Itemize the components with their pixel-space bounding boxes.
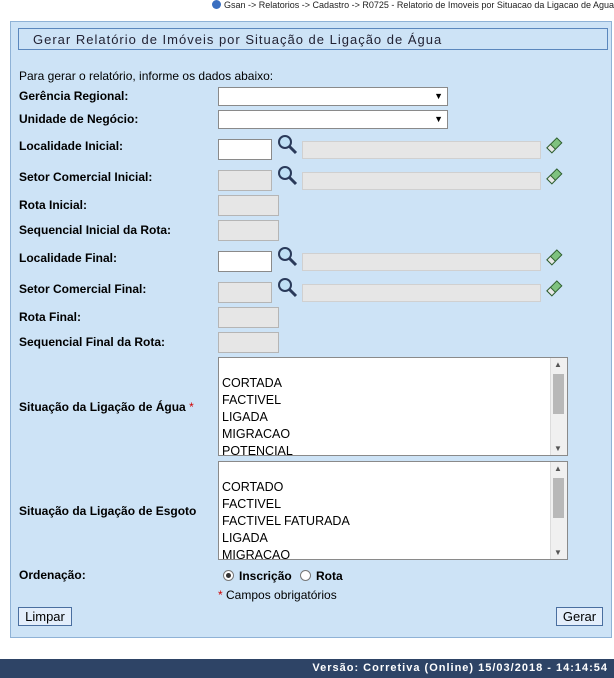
eraser-icon[interactable] (545, 167, 563, 185)
list-item[interactable]: LIGADA (222, 531, 268, 545)
page-title: Gerar Relatório de Imóveis por Situação de Ligação de Água (33, 32, 443, 47)
setor-comercial-final-label: Setor Comercial Final: (19, 282, 147, 296)
scroll-thumb[interactable] (553, 374, 564, 414)
scroll-down-icon[interactable]: ▼ (554, 548, 562, 557)
situacao-esgoto-label: Situação da Ligação de Esgoto (19, 504, 197, 518)
breadcrumb-text: Gsan -> Relatorios -> Cadastro -> R0725 - Relatorio de Imoveis por Situacao da Ligacao de Agua (224, 0, 614, 10)
eraser-icon[interactable] (545, 248, 563, 266)
list-item[interactable]: POTENCIAL (222, 444, 293, 456)
help-icon[interactable] (212, 0, 221, 9)
list-item[interactable]: FACTIVEL FATURADA (222, 514, 350, 528)
radio-inscricao[interactable] (223, 570, 234, 581)
setor-comercial-final-input[interactable] (218, 282, 272, 303)
setor-comercial-inicial-description (302, 172, 541, 190)
localidade-final-label: Localidade Final: (19, 251, 118, 265)
gerencia-regional-select[interactable] (218, 87, 448, 106)
version-text: Versão: Corretiva (Online) 15/03/2018 - 14:14:54 (312, 662, 608, 674)
rota-final-input[interactable] (218, 307, 279, 328)
sequencial-final-input[interactable] (218, 332, 279, 353)
list-item[interactable]: CORTADA (222, 376, 282, 390)
list-item[interactable]: FACTIVEL (222, 497, 282, 511)
chevron-down-icon: ▼ (434, 114, 443, 124)
list-item[interactable]: MIGRACAO (222, 427, 291, 441)
scrollbar[interactable] (550, 462, 567, 559)
situacao-esgoto-listbox[interactable] (218, 461, 568, 560)
list-item[interactable]: FACTIVEL (222, 393, 282, 407)
scrollbar[interactable] (550, 358, 567, 455)
localidade-inicial-description (302, 141, 541, 159)
magnifier-icon[interactable] (276, 133, 298, 155)
unidade-negocio-label: Unidade de Negócio: (19, 112, 139, 126)
list-item[interactable]: LIGADA (222, 410, 268, 424)
sequencial-final-label: Sequencial Final da Rota: (19, 335, 166, 349)
required-marker: * (189, 400, 194, 414)
rota-final-label: Rota Final: (19, 310, 81, 324)
limpar-button[interactable]: Limpar (18, 607, 72, 626)
radio-inscricao-label: Inscrição (239, 569, 292, 583)
magnifier-icon[interactable] (276, 164, 298, 186)
localidade-inicial-label: Localidade Inicial: (19, 139, 124, 153)
page-title-box (18, 28, 608, 50)
eraser-icon[interactable] (545, 279, 563, 297)
rota-inicial-input[interactable] (218, 195, 279, 216)
localidade-final-input[interactable] (218, 251, 272, 272)
setor-comercial-inicial-label: Setor Comercial Inicial: (19, 170, 153, 184)
radio-rota-label: Rota (316, 569, 343, 583)
scroll-up-icon[interactable]: ▲ (554, 464, 562, 473)
situacao-agua-listbox[interactable] (218, 357, 568, 456)
sequencial-inicial-input[interactable] (218, 220, 279, 241)
footer-bar (0, 659, 614, 678)
rota-inicial-label: Rota Inicial: (19, 198, 88, 212)
chevron-down-icon: ▼ (434, 91, 443, 101)
breadcrumb (0, 0, 614, 13)
magnifier-icon[interactable] (276, 276, 298, 298)
scroll-down-icon[interactable]: ▼ (554, 444, 562, 453)
magnifier-icon[interactable] (276, 245, 298, 267)
instructions-text: Para gerar o relatório, informe os dados abaixo: (19, 69, 274, 83)
setor-comercial-final-description (302, 284, 541, 302)
scroll-thumb[interactable] (553, 478, 564, 518)
gerar-button[interactable]: Gerar (556, 607, 603, 626)
gerencia-regional-label: Gerência Regional: (19, 89, 129, 103)
unidade-negocio-select[interactable] (218, 110, 448, 129)
localidade-final-description (302, 253, 541, 271)
scroll-up-icon[interactable]: ▲ (554, 360, 562, 369)
eraser-icon[interactable] (545, 136, 563, 154)
localidade-inicial-input[interactable] (218, 139, 272, 160)
list-item[interactable]: CORTADO (222, 480, 284, 494)
ordenacao-label: Ordenação: (19, 568, 86, 582)
situacao-agua-label: Situação da Ligação de Água * (19, 400, 194, 414)
radio-rota[interactable] (300, 570, 311, 581)
sequencial-inicial-label: Sequencial Inicial da Rota: (19, 223, 172, 237)
setor-comercial-inicial-input[interactable] (218, 170, 272, 191)
required-note: * Campos obrigatórios (218, 588, 337, 602)
list-item[interactable]: MIGRACAO (222, 548, 291, 560)
